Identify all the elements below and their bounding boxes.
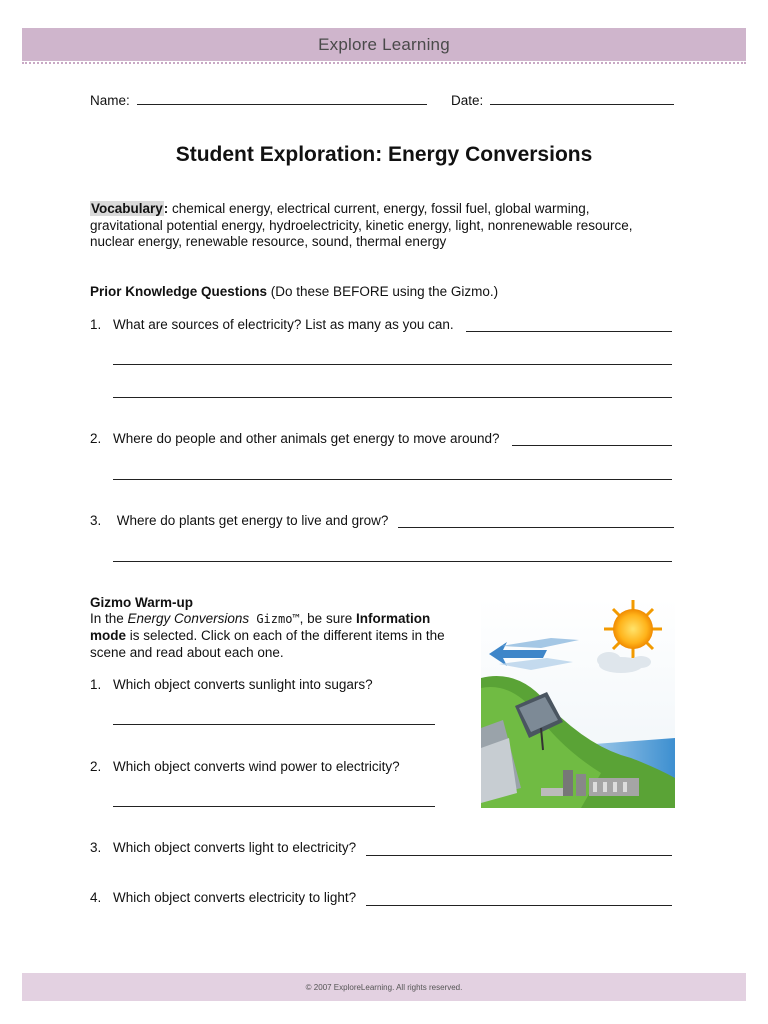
page-title: Student Exploration: Energy Conversions (175, 143, 593, 166)
vocabulary-line-2: gravitational potential energy, hydroelectricity, kinetic energy, light, nonrenewable resource, (90, 218, 633, 233)
answer-line[interactable] (113, 397, 672, 398)
name-field (90, 92, 427, 109)
warmup-intro-line-1: In the Energy Conversions Gizmo™, be sure Information (90, 611, 431, 626)
prior-knowledge-heading: Prior Knowledge Questions (Do these BEFORE using the Gizmo.) (90, 284, 499, 299)
vocabulary-label: Vocabulary (91, 201, 163, 216)
answer-line[interactable] (113, 364, 672, 365)
prior-question-1: 1. What are sources of electricity? List as many as you can. (90, 317, 454, 332)
warmup-intro-line-2: mode is selected. Click on each of the different items in the (90, 628, 445, 643)
header-divider (22, 62, 746, 64)
prior-question-2: 2. Where do people and other animals get energy to move around? (90, 431, 500, 446)
answer-line[interactable] (398, 527, 674, 528)
warmup-question-3: 3. Which object converts light to electricity? (90, 840, 357, 855)
prior-question-3: 3. Where do plants get energy to live and grow? (90, 513, 389, 528)
date-field (451, 92, 674, 109)
answer-line[interactable] (366, 905, 672, 906)
answer-line[interactable] (113, 724, 435, 725)
answer-line[interactable] (366, 855, 672, 856)
date-blank[interactable] (490, 92, 674, 105)
name-blank[interactable] (137, 92, 427, 105)
energy-scene-illustration (481, 598, 675, 808)
explorelearning-logo: Explore Learning (318, 35, 450, 54)
answer-line[interactable] (113, 479, 672, 480)
answer-line[interactable] (512, 445, 672, 446)
warmup-question-2: 2. Which object converts wind power to electricity? (90, 759, 400, 774)
warmup-heading: Gizmo Warm-up (90, 595, 193, 610)
warmup-question-1: 1. Which object converts sunlight into sugars? (90, 677, 373, 692)
answer-line[interactable] (113, 806, 435, 807)
vocabulary-line-1: Vocabulary: chemical energy, electrical current, energy, fossil fuel, global warming, (91, 201, 590, 216)
date-label: Date: (451, 93, 484, 108)
name-label: Name: (90, 93, 130, 108)
answer-line[interactable] (466, 331, 672, 332)
vocabulary-line-3: nuclear energy, renewable resource, sound, thermal energy (90, 234, 447, 249)
warmup-question-4: 4. Which object converts electricity to light? (90, 890, 357, 905)
answer-line[interactable] (113, 561, 672, 562)
warmup-intro-line-3: scene and read about each one. (90, 645, 284, 660)
copyright-notice: © 2007 ExploreLearning. All rights reserved. (305, 983, 463, 992)
